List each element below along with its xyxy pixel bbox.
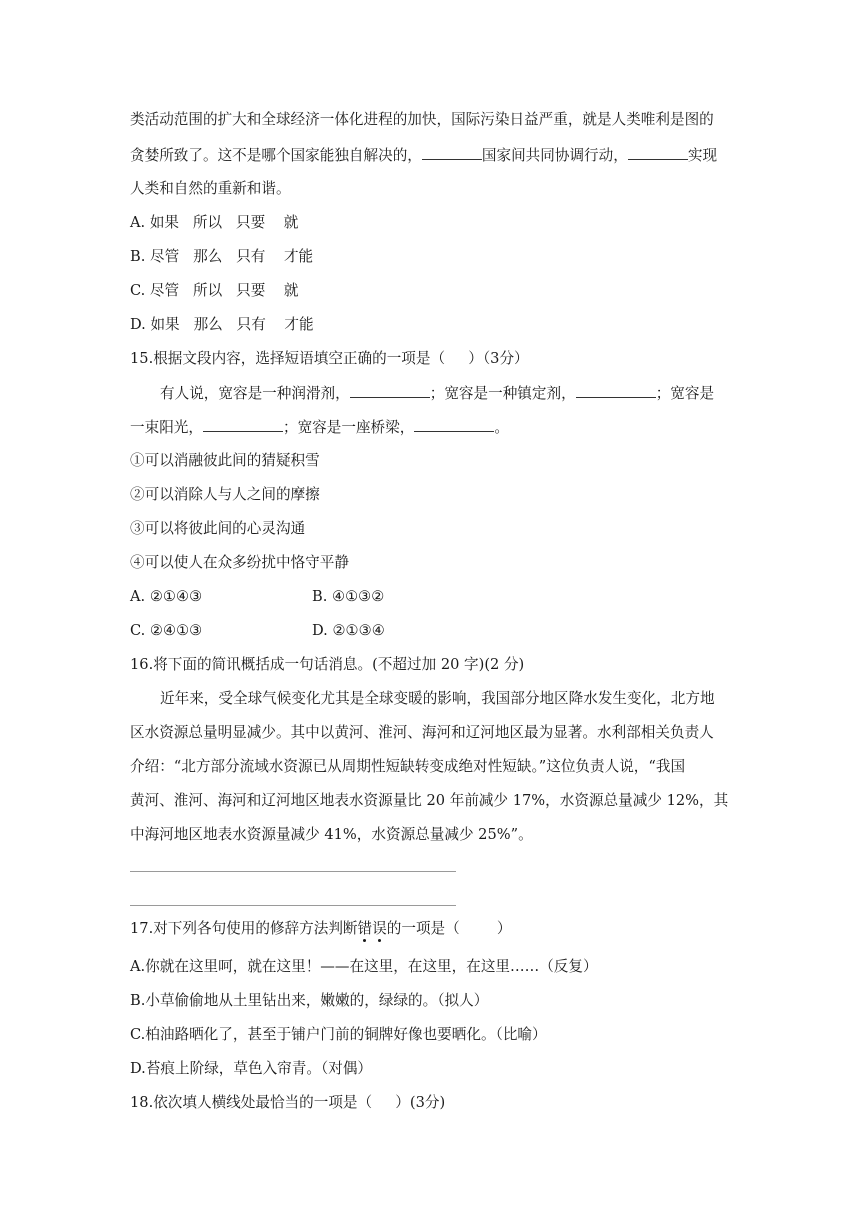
q16-paragraph-line-3: 介绍：“北方部分流域水资源已从周期性短缺转变成绝对性短缺。”这位负责人说，“我国 xyxy=(130,758,686,775)
q14-paragraph-line-1: 类活动范围的扩大和全球经济一体化进程的加快，国际污染日益严重，就是人类唯利是图的 xyxy=(130,111,714,128)
q17-stem xyxy=(130,919,511,939)
q15-item-3: ③可以将彼此间的心灵沟通 xyxy=(130,520,306,537)
q16-paragraph-line-4: 黄河、淮河、海河和辽河地区地表水资源量比 20 年前减少 17%，水资源总量减少 12%，其 xyxy=(130,792,729,809)
q17-stem-text: 的一项是（ ） xyxy=(386,920,512,937)
q18-stem: 18.依次填人横线处最恰当的一项是（ ）(3分) xyxy=(130,1094,446,1111)
q15-text: 一束阳光， xyxy=(130,419,203,436)
q15-option-c: C. ②④①③ xyxy=(130,622,203,639)
answer-blank xyxy=(350,383,430,398)
q17-option-a: A.你就在这里呵，就在这里！——在这里，在这里，在这里……（反复） xyxy=(130,958,598,975)
emphasis-dot-char: 误 xyxy=(372,920,387,937)
answer-line xyxy=(130,871,456,872)
q16-paragraph-line-2: 区水资源总量明显减少。其中以黄河、淮河、海河和辽河地区最为显著。水利部相关负责人 xyxy=(130,724,714,741)
q15-paragraph-line-1 xyxy=(160,383,714,404)
q15-text: 。 xyxy=(494,419,509,436)
q16-paragraph-line-1: 近年来，受全球气候变化尤其是全球变暖的影响，我国部分地区降水发生变化，北方地 xyxy=(160,690,715,707)
q14-text: 实现 xyxy=(687,147,718,164)
answer-blank xyxy=(628,145,688,160)
q17-option-d: D.苔痕上阶绿，草色入帘青。（对偶） xyxy=(130,1060,373,1077)
q14-text: 贪婪所致了。这不是哪个国家能独自解决的， xyxy=(130,147,422,164)
q17-option-c: C.柏油路晒化了，甚至于铺户门前的铜牌好像也要晒化。（比喻） xyxy=(130,1026,547,1043)
emphasis-dot-char: 错 xyxy=(357,920,373,937)
q15-text: ；宽容是一座桥梁， xyxy=(282,419,415,436)
answer-blank xyxy=(414,417,494,432)
q15-item-4: ④可以使人在众多纷扰中恪守平静 xyxy=(130,554,349,571)
q15-text: ；宽容是 xyxy=(655,385,715,402)
q14-option-b: B. 尽管 那么 只有 才能 xyxy=(130,248,314,265)
q17-stem-text: 17.对下列各句使用的修辞方法判断 xyxy=(130,920,358,937)
q14-option-a: A. 如果 所以 只要 就 xyxy=(130,214,299,231)
q15-paragraph-line-2 xyxy=(130,417,509,438)
q15-text: ；宽容是一种镇定剂， xyxy=(429,385,576,402)
q16-stem: 16.将下面的简讯概括成一句话消息。(不超过加 20 字)(2 分) xyxy=(130,656,525,673)
q15-option-d: D. ②①③④ xyxy=(312,622,385,639)
q15-item-2: ②可以消除人与人之间的摩擦 xyxy=(130,486,320,503)
q14-paragraph-line-2 xyxy=(130,145,717,166)
q15-option-a: A. ②①④③ xyxy=(130,588,203,605)
q14-option-c: C. 尽管 所以 只要 就 xyxy=(130,282,299,299)
q17-option-b: B.小草偷偷地从土里钻出来，嫩嫩的，绿绿的。（拟人） xyxy=(130,992,489,1009)
q15-option-b: B. ④①③② xyxy=(312,588,385,605)
answer-blank xyxy=(576,383,656,398)
q16-paragraph-line-5: 中海河地区地表水资源量减少 41%，水资源总量减少 25%”。 xyxy=(130,826,533,843)
answer-blank xyxy=(203,417,283,432)
q15-item-1: ①可以消融彼此间的猜疑积雪 xyxy=(130,452,320,469)
answer-blank xyxy=(422,145,482,160)
q14-text: 国家间共同协调行动， xyxy=(481,147,628,164)
q14-option-d: D. 如果 那么 只有 才能 xyxy=(130,316,314,333)
q15-text: 有人说，宽容是一种润滑剂， xyxy=(160,385,350,402)
answer-line xyxy=(130,905,456,906)
q14-paragraph-line-3: 人类和自然的重新和谐。 xyxy=(130,180,291,197)
q15-stem: 15.根据文段内容，选择短语填空正确的一项是（ ）（3分） xyxy=(130,350,529,367)
